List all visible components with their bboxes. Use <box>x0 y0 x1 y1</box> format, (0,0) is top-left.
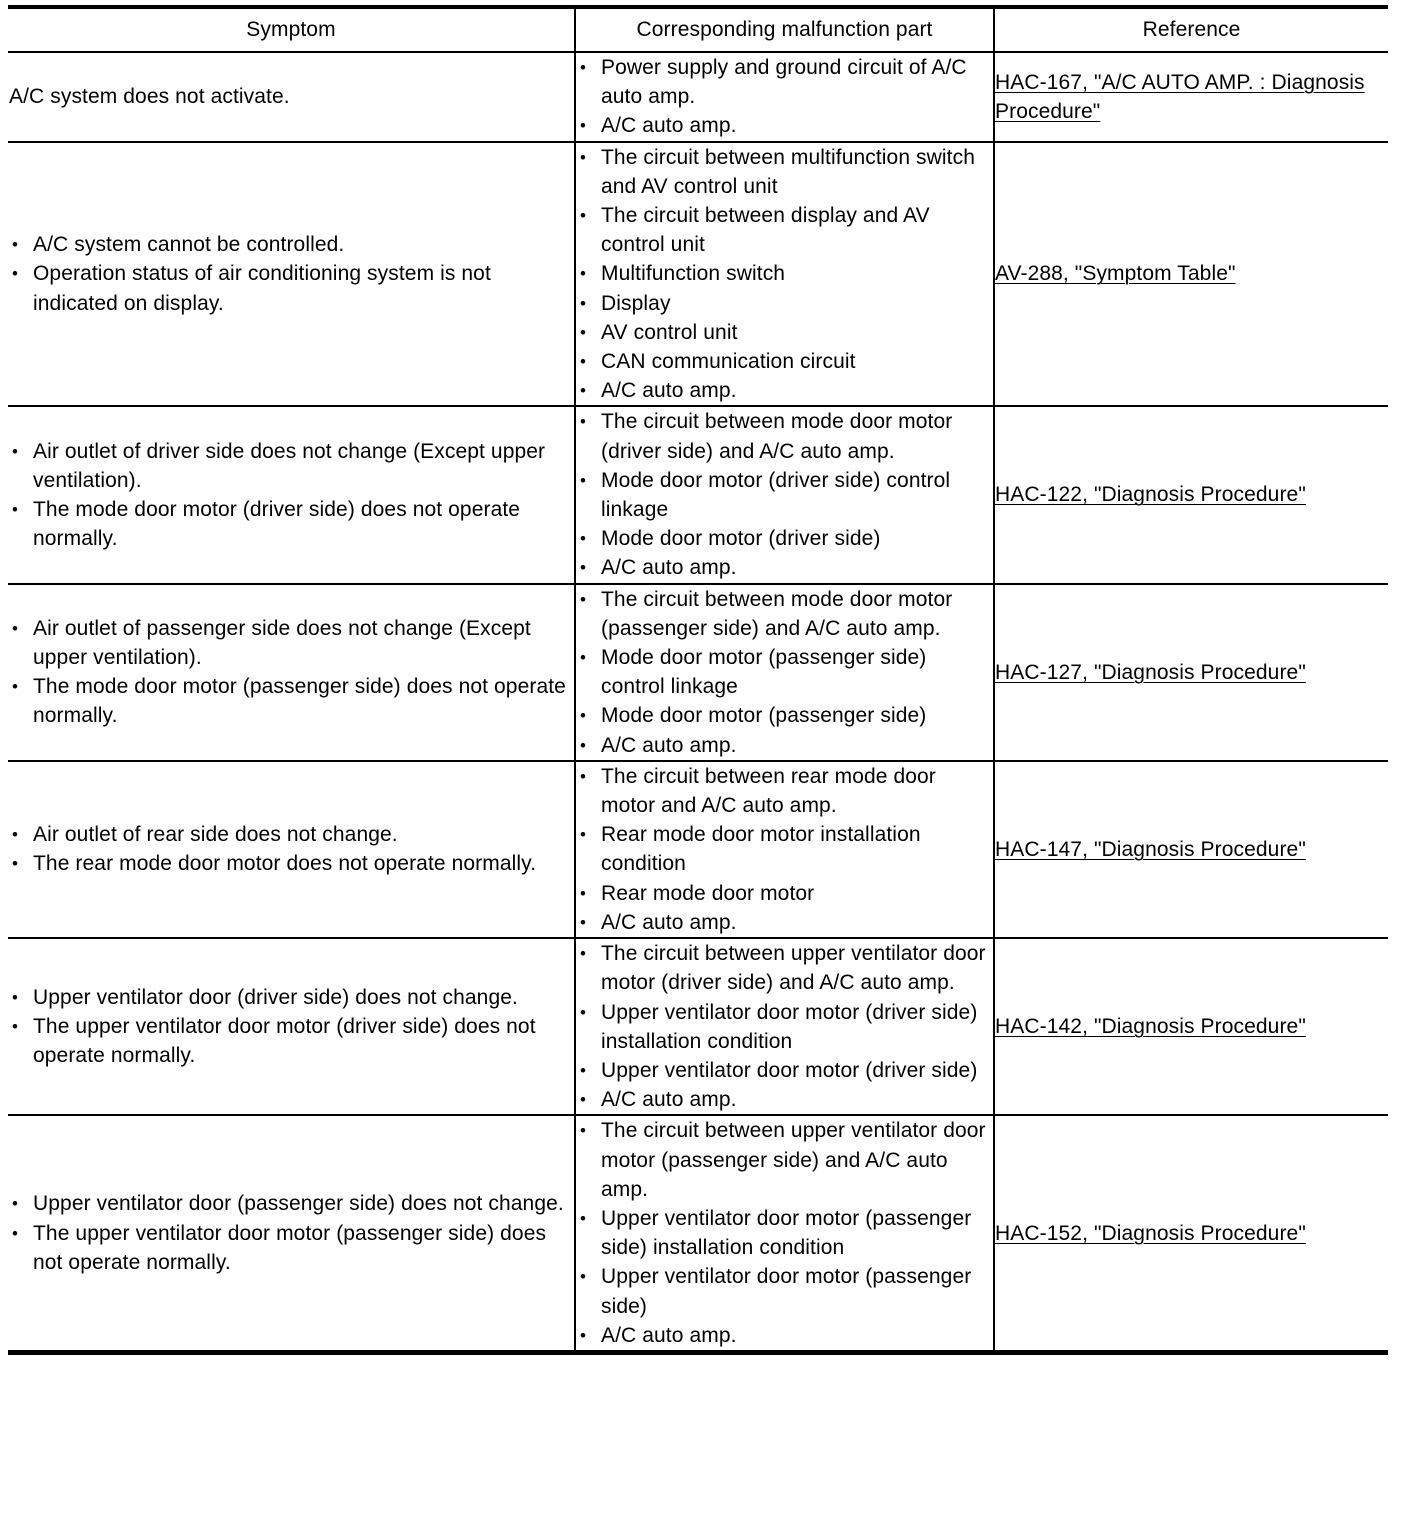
malfunction-part-item: • The circuit between upper ventilator door motor (driver side) and A/C auto amp. <box>576 939 993 997</box>
symptom-list <box>8 1189 574 1277</box>
malfunction-part-item: • Mode door motor (driver side) control linkage <box>576 466 993 524</box>
reference-cell <box>994 406 1388 583</box>
malfunction-part-item: • The circuit between mode door motor (passenger side) and A/C auto amp. <box>576 585 993 643</box>
malfunction-part-list <box>576 143 993 406</box>
symptom-item: • Air outlet of passenger side does not change (Except upper ventilation). <box>8 614 574 672</box>
malfunction-part-item: • The circuit between display and AV control unit <box>576 201 993 259</box>
reference-link[interactable]: HAC-147, "Diagnosis Procedure" <box>995 837 1306 861</box>
malfunction-part-item: • AV control unit <box>576 318 993 347</box>
header-symptom: Symptom <box>8 7 575 52</box>
symptom-cell <box>8 761 575 938</box>
malfunction-part-item: • A/C auto amp. <box>576 376 993 405</box>
malfunction-part-cell <box>575 761 994 938</box>
malfunction-part-item: • Mode door motor (passenger side) <box>576 701 993 730</box>
malfunction-part-item: • Mode door motor (driver side) <box>576 524 993 553</box>
reference-cell <box>994 1115 1388 1352</box>
symptom-item: • Air outlet of driver side does not change (Except upper ventilation). <box>8 437 574 495</box>
symptom-item: • Upper ventilator door (driver side) does not change. <box>8 983 574 1012</box>
reference-cell <box>994 142 1388 407</box>
symptom-item: • The mode door motor (passenger side) does not operate normally. <box>8 672 574 730</box>
malfunction-part-list <box>576 1116 993 1350</box>
table-row <box>8 584 1388 761</box>
malfunction-part-item: • A/C auto amp. <box>576 111 993 140</box>
malfunction-part-item: • CAN communication circuit <box>576 347 993 376</box>
symptom-item: • Upper ventilator door (passenger side) does not change. <box>8 1189 574 1218</box>
reference-cell <box>994 761 1388 938</box>
header-reference: Reference <box>994 7 1388 52</box>
malfunction-part-cell <box>575 406 994 583</box>
symptom-item: • A/C system cannot be controlled. <box>8 230 574 259</box>
malfunction-part-cell <box>575 1115 994 1352</box>
symptom-item: • The mode door motor (driver side) does not operate normally. <box>8 495 574 553</box>
symptom-cell <box>8 406 575 583</box>
malfunction-part-item: • A/C auto amp. <box>576 1085 993 1114</box>
table-row <box>8 406 1388 583</box>
malfunction-part-item: • The circuit between upper ventilator door motor (passenger side) and A/C auto amp. <box>576 1116 993 1204</box>
reference-link[interactable]: HAC-122, "Diagnosis Procedure" <box>995 483 1306 507</box>
symptom-cell <box>8 584 575 761</box>
malfunction-part-item: • Rear mode door motor installation condition <box>576 820 993 878</box>
malfunction-part-cell <box>575 584 994 761</box>
table-row <box>8 142 1388 407</box>
table-row <box>8 1115 1388 1352</box>
malfunction-part-item: • Rear mode door motor <box>576 879 993 908</box>
malfunction-part-list <box>576 762 993 937</box>
malfunction-part-item: • Upper ventilator door motor (driver side) <box>576 1056 993 1085</box>
malfunction-part-item: • A/C auto amp. <box>576 553 993 582</box>
symptom-list <box>8 614 574 731</box>
reference-link[interactable]: HAC-152, "Diagnosis Procedure" <box>995 1221 1306 1245</box>
symptom-item: • The rear mode door motor does not operate normally. <box>8 849 574 878</box>
malfunction-part-list <box>576 407 993 582</box>
malfunction-part-cell <box>575 938 994 1115</box>
malfunction-part-item: • Mode door motor (passenger side) control linkage <box>576 643 993 701</box>
malfunction-part-cell <box>575 142 994 407</box>
symptom-item: • Operation status of air conditioning system is not indicated on display. <box>8 259 574 317</box>
reference-cell <box>994 52 1388 142</box>
malfunction-part-item: • The circuit between mode door motor (driver side) and A/C auto amp. <box>576 407 993 465</box>
malfunction-part-item: • A/C auto amp. <box>576 1321 993 1350</box>
malfunction-part-list <box>576 939 993 1114</box>
malfunction-part-item: • Upper ventilator door motor (passenger side) installation condition <box>576 1204 993 1262</box>
malfunction-part-item: • Upper ventilator door motor (driver side) installation condition <box>576 998 993 1056</box>
symptom-text: A/C system does not activate. <box>9 85 290 109</box>
table-row <box>8 938 1388 1115</box>
symptom-cell <box>8 142 575 407</box>
malfunction-part-item: • The circuit between rear mode door motor and A/C auto amp. <box>576 762 993 820</box>
symptom-cell <box>8 52 575 142</box>
symptom-table <box>8 5 1388 1355</box>
malfunction-part-item: • The circuit between multifunction switch and AV control unit <box>576 143 993 201</box>
malfunction-part-item: • A/C auto amp. <box>576 731 993 760</box>
symptom-cell <box>8 1115 575 1352</box>
malfunction-part-item: • Power supply and ground circuit of A/C auto amp. <box>576 53 993 111</box>
reference-link[interactable]: HAC-127, "Diagnosis Procedure" <box>995 660 1306 684</box>
malfunction-part-item: • Multifunction switch <box>576 259 993 288</box>
symptom-item: • The upper ventilator door motor (passenger side) does not operate normally. <box>8 1219 574 1277</box>
symptom-item: • Air outlet of rear side does not change. <box>8 820 574 849</box>
reference-link[interactable]: HAC-142, "Diagnosis Procedure" <box>995 1015 1306 1039</box>
symptom-list <box>8 437 574 554</box>
malfunction-part-list <box>576 53 993 141</box>
malfunction-part-cell <box>575 52 994 142</box>
malfunction-part-list <box>576 585 993 760</box>
malfunction-part-item: • A/C auto amp. <box>576 908 993 937</box>
header-malfunction-part: Corresponding malfunction part <box>575 7 994 52</box>
reference-cell <box>994 938 1388 1115</box>
reference-link[interactable]: AV-288, "Symptom Table" <box>995 262 1236 286</box>
symptom-cell <box>8 938 575 1115</box>
reference-cell <box>994 584 1388 761</box>
table-row <box>8 52 1388 142</box>
header-row <box>8 7 1388 52</box>
table-row <box>8 761 1388 938</box>
symptom-item: • The upper ventilator door motor (driver side) does not operate normally. <box>8 1012 574 1070</box>
malfunction-part-item: • Display <box>576 289 993 318</box>
malfunction-part-item: • Upper ventilator door motor (passenger side) <box>576 1262 993 1320</box>
symptom-list <box>8 230 574 318</box>
symptom-list <box>8 820 574 878</box>
reference-link[interactable]: HAC-167, "A/C AUTO AMP. : Diagnosis Procedure" <box>995 70 1365 123</box>
symptom-list <box>8 983 574 1071</box>
